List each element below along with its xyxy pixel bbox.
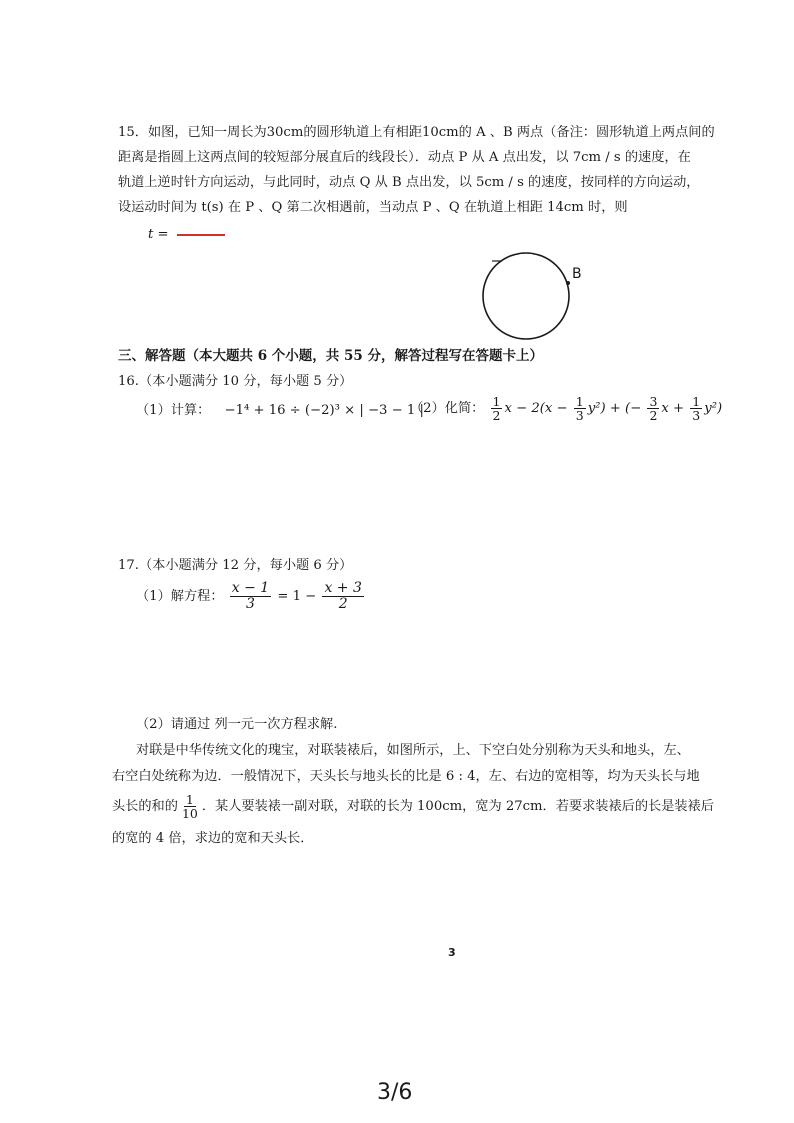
point-b-label: B bbox=[572, 266, 582, 282]
circular-track bbox=[483, 253, 569, 339]
q15-line-4: 设运动时间为 t(s) 在 P 、Q 第二次相遇前，当动点 P 、Q 在轨道上相距 14cm 时，则 bbox=[118, 200, 628, 215]
q16-part-2 bbox=[410, 394, 722, 424]
q17-part-1 bbox=[136, 580, 366, 614]
q16-part2-text-c: x + bbox=[661, 401, 685, 416]
fraction-1: $\frac{1}{2}$ bbox=[492, 393, 501, 423]
q16-header: 16.（本小题满分 10 分，每小题 5 分） bbox=[118, 374, 353, 389]
printed-page-number: 3 bbox=[448, 946, 456, 959]
q16-part2-text-b: y²) + (− bbox=[587, 401, 642, 416]
equation-middle: = 1 − bbox=[277, 589, 317, 604]
equation-right-fraction: $\frac{x + 3}{2}$ bbox=[324, 580, 362, 612]
section-3-heading: 三、解答题（本大题共 6 个小题，共 55 分，解答过程写在答题卡上） bbox=[118, 348, 543, 364]
q17-para-line-4: 的宽的 4 倍，求边的宽和天头长． bbox=[112, 831, 314, 846]
equation-left-fraction: $\frac{x - 1}{3}$ bbox=[231, 580, 270, 612]
fraction-3: $\frac{3}{2}$ bbox=[649, 393, 658, 423]
page-indicator: 3/6 bbox=[377, 1080, 413, 1105]
q15-line-2: 距离是指圆上这两点间的较短部分展直后的线段长）．动点 P 从 A 点出发，以 7cm / s 的速度，在 bbox=[118, 150, 691, 165]
q16-part2-text-a: x − 2(x − bbox=[504, 401, 568, 416]
q16-part2-text-d: y²) bbox=[704, 401, 723, 416]
q17-para-line-2: 右空白处统称为边．一般情况下，天头长与地头长的比是 6 : 4，左、右边的宽相等，均为天头长与地 bbox=[112, 769, 700, 784]
q17-header: 17.（本小题满分 12 分，每小题 6 分） bbox=[118, 558, 353, 573]
circular-track-figure bbox=[478, 250, 588, 345]
q15-answer-prefix: t = bbox=[148, 227, 169, 242]
answer-blank[interactable] bbox=[177, 234, 225, 236]
one-tenth-fraction: $\frac{1}{10}$ bbox=[181, 791, 198, 821]
q17-part1-label: （1）解方程： bbox=[136, 589, 224, 604]
fraction-4: $\frac{1}{3}$ bbox=[692, 393, 701, 423]
q16-part-1 bbox=[136, 400, 424, 422]
q17-para-line-3 bbox=[112, 790, 714, 824]
q17-para-line-3b: ．某人要装裱一副对联，对联的长为 100cm，宽为 27cm．若要求装裱后的长是装裱后 bbox=[201, 799, 714, 814]
q15-answer-line bbox=[148, 222, 225, 248]
point-b-dot bbox=[566, 281, 570, 285]
fraction-2: $\frac{1}{3}$ bbox=[575, 393, 584, 423]
q17-para-line-3a: 头长的和的 bbox=[112, 799, 178, 814]
q17-part2-label: （2）请通过 列一元一次方程求解. bbox=[136, 717, 338, 732]
q16-part2-label: （2）化简： bbox=[410, 401, 485, 416]
q16-part1-label: （1）计算： bbox=[136, 403, 211, 418]
q16-part1-expression: −1⁴ + 16 ÷ (−2)³ × | −3 − 1 | bbox=[224, 403, 424, 418]
q15-line-3: 轨道上逆时针方向运动，与此同时，动点 Q 从 B 点出发，以 5cm / s 的速度，按同样的方向运动， bbox=[118, 175, 700, 190]
q15-line-1: 15．如图，已知一周长为30cm的圆形轨道上有相距10cm的 A 、B 两点（备注：圆形轨道上两点间的 bbox=[118, 125, 715, 140]
q17-para-line-1: 对联是中华传统文化的瑰宝，对联装裱后，如图所示，上、下空白处分别称为天头和地头，左、 bbox=[136, 743, 690, 758]
